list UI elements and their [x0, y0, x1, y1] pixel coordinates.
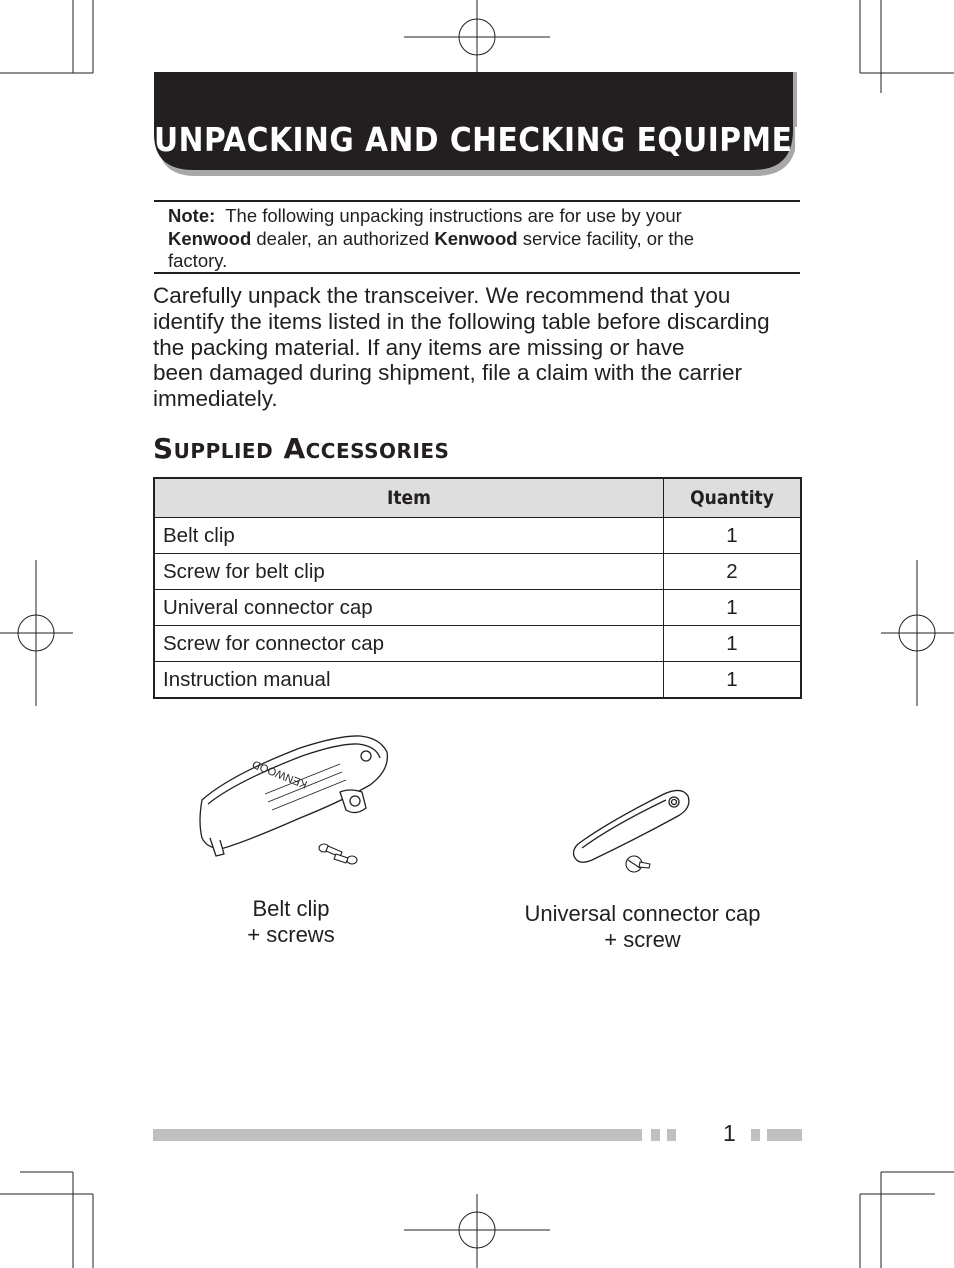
paragraph-line: Carefully unpack the transceiver. We recommend that you — [153, 283, 731, 308]
belt-clip-brand: KENWOOD — [250, 757, 310, 791]
footer-bar — [767, 1129, 802, 1141]
note-label: Note: — [168, 205, 216, 226]
registration-mark-bottom — [404, 1194, 550, 1268]
table-row — [154, 626, 801, 662]
heading-letter: S — [153, 432, 174, 465]
paragraph-line: identify the items listed in the following table before discarding — [153, 308, 770, 334]
item-cell: Screw for belt clip — [154, 554, 664, 590]
belt-clip-illustration — [190, 730, 400, 870]
note-text-1: The following unpacking instructions are for use by your — [225, 205, 682, 226]
paragraph-line: been damaged during shipment, file a claim with the carrier — [153, 360, 743, 386]
item-cell: Screw for connector cap — [154, 626, 664, 662]
connector-cap-caption — [510, 901, 775, 953]
caption-line: + screw — [604, 927, 681, 952]
table-header-row — [154, 478, 801, 518]
screw-icon — [319, 844, 357, 864]
heading-letter: A — [283, 432, 306, 465]
paragraph-line: immediately. — [153, 386, 278, 412]
belt-clip-caption — [211, 896, 371, 948]
page-title: UNPACKING AND CHECKING EQUIPMENT — [154, 120, 839, 159]
page-number: 1 — [723, 1120, 736, 1146]
item-cell: Instruction manual — [154, 662, 664, 699]
heading-smallcaps: UPPLIED — [173, 439, 274, 463]
registration-mark-left — [0, 560, 73, 706]
footer-square — [651, 1129, 660, 1141]
footer-bar — [153, 1129, 642, 1141]
paragraph-line: the packing material. If any items are missing or have — [153, 334, 685, 360]
caption-line: Belt clip — [252, 896, 330, 921]
footer-square — [667, 1129, 676, 1141]
quantity-cell: 2 — [664, 554, 802, 590]
footer-square — [751, 1129, 760, 1141]
connector-cap-illustration — [568, 782, 698, 882]
quantity-cell: 1 — [664, 518, 802, 554]
table-row — [154, 590, 801, 626]
caption-line: + screws — [247, 922, 335, 947]
quantity-cell: 1 — [664, 590, 802, 626]
table-row — [154, 518, 801, 554]
note-text-4: factory. — [168, 250, 228, 271]
heading-smallcaps: CCESSORIES — [305, 439, 450, 463]
caption-line: Universal connector cap — [524, 901, 761, 926]
note-box — [154, 200, 800, 274]
column-header-quantity: Quantity — [664, 478, 802, 518]
note-text-2: dealer, an authorized — [256, 227, 430, 249]
note-brand-1: Kenwood — [168, 227, 252, 249]
section-heading — [153, 432, 449, 465]
item-cell: Belt clip — [154, 518, 664, 554]
intro-paragraph — [153, 283, 803, 412]
table-row — [154, 554, 801, 590]
accessories-table — [153, 477, 802, 699]
quantity-cell: 1 — [664, 662, 802, 699]
screw-icon — [626, 856, 650, 872]
note-text-3: service facility, or the — [522, 227, 695, 249]
quantity-cell: 1 — [664, 626, 802, 662]
table-row — [154, 662, 801, 699]
item-cell: Univeral connector cap — [154, 590, 664, 626]
registration-mark-right — [881, 560, 954, 706]
column-header-item: Item — [154, 478, 664, 518]
note-brand-2: Kenwood — [434, 227, 518, 249]
registration-mark-top — [404, 0, 550, 72]
